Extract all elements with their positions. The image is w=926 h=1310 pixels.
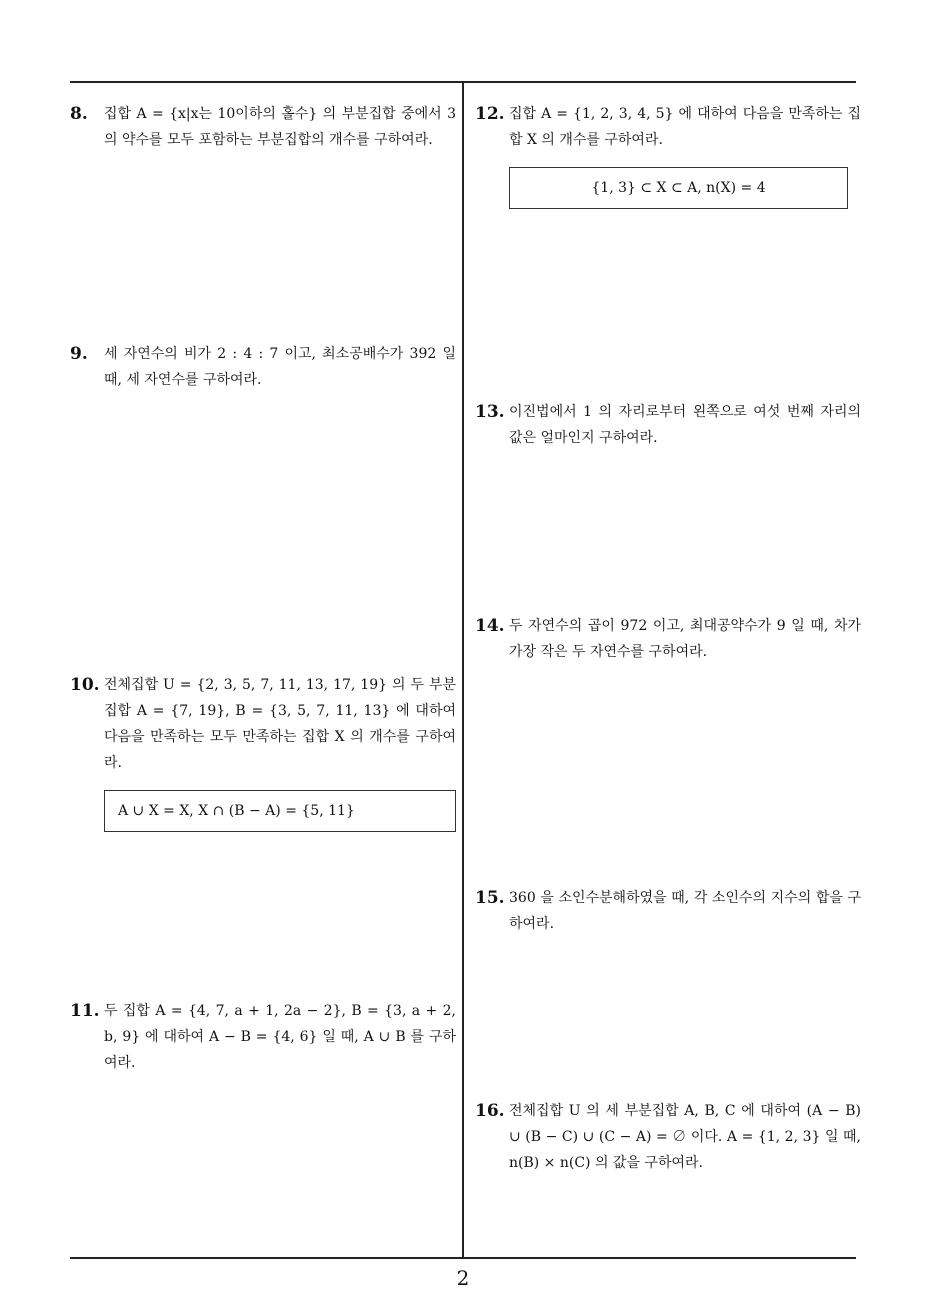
problem-number: 12.: [475, 104, 505, 124]
problem-text: 전체집합 U 의 세 부분집합 A, B, C 에 대하여 (A − B) ∪ (B − C) ∪ (C − A) = ∅ 이다. A = {1, 2, 3} 일 때, n(B) × n(C) 의 값을 구하여라.: [509, 1103, 861, 1171]
column-divider: [462, 82, 464, 1258]
problem-text: 집합 A = {1, 2, 3, 4, 5} 에 대하여 다음을 만족하는 집합 X 의 개수를 구하여라.: [509, 106, 861, 148]
problem-12: [475, 101, 861, 209]
problem-text: 두 집합 A = {4, 7, a + 1, 2a − 2}, B = {3, a + 2, b, 9} 에 대하여 A − B = {4, 6} 일 때, A ∪ B 를 구하여라.: [104, 1003, 456, 1071]
problem-8: [70, 101, 456, 153]
problem-number: 14.: [475, 616, 505, 636]
problem-text: 이진법에서 1 의 자리로부터 왼쪽으로 여섯 번째 자리의 값은 얼마인지 구하여라.: [509, 404, 861, 446]
problem-13: [475, 399, 861, 451]
condition-box: {1, 3} ⊂ X ⊂ A, n(X) = 4: [509, 167, 848, 209]
problem-number: 16.: [475, 1101, 505, 1121]
problem-number: 8.: [70, 104, 88, 124]
bottom-rule: [70, 1257, 856, 1259]
problem-number: 15.: [475, 888, 505, 908]
problem-10: [70, 672, 456, 832]
problem-14: [475, 613, 861, 665]
problem-number: 9.: [70, 344, 88, 364]
condition-box: A ∪ X = X, X ∩ (B − A) = {5, 11}: [104, 790, 456, 832]
problem-text: 360 을 소인수분해하였을 때, 각 소인수의 지수의 합을 구하여라.: [509, 890, 861, 932]
page-number: 2: [456, 1266, 470, 1290]
problem-number: 10.: [70, 675, 100, 695]
problem-11: [70, 998, 456, 1076]
problem-number: 13.: [475, 402, 505, 422]
problem-text: 집합 A = {x|x는 10이하의 홀수} 의 부분집합 중에서 3 의 약수를 모두 포함하는 부분집합의 개수를 구하여라.: [104, 106, 456, 148]
problem-text: 두 자연수의 곱이 972 이고, 최대공약수가 9 일 때, 차가 가장 작은 두 자연수를 구하여라.: [509, 618, 861, 660]
problem-text: 전체집합 U = {2, 3, 5, 7, 11, 13, 17, 19} 의 두 부분집합 A = {7, 19}, B = {3, 5, 7, 11, 13} 에 대하여 다음을 만족하는 모두 만족하는 집합 X 의 개수를 구하여라.: [104, 677, 456, 771]
problem-9: [70, 341, 456, 393]
problem-number: 11.: [70, 1001, 100, 1021]
problem-text: 세 자연수의 비가 2 : 4 : 7 이고, 최소공배수가 392 일 때, 세 자연수를 구하여라.: [104, 346, 456, 388]
problem-15: [475, 885, 861, 937]
problem-16: [475, 1098, 861, 1176]
